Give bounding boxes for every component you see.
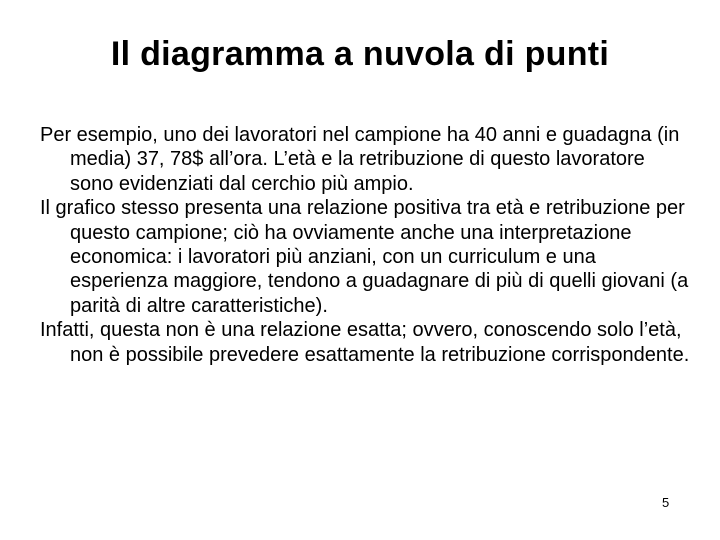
slide-title: Il diagramma a nuvola di punti [110,35,610,73]
page-number: 5 [662,495,670,510]
slide-body [40,123,690,367]
paragraph-not-exact: Infatti, questa non è una relazione esatta; ovvero, conoscendo solo l’età, non è possibile prevedere esattamente la retribuzione corrispondente. [40,319,690,366]
paragraph-example: Per esempio, uno dei lavoratori nel campione ha 40 anni e guadagna (in media) 37, 78$ all’ora. L’età e la retribuzione di questo lavoratore sono evidenziati dal cerchio più ampio. [40,124,680,195]
paragraph-positive-relation: Il grafico stesso presenta una relazione positiva tra età e retribuzione per questo campione; ciò ha ovviamente anche una interpretazione economica: i lavoratori più anziani, con un curriculum e una esperienza maggiore, tendono a guadagnare di più di quelli giovani (a parità di altre caratteristiche). [40,197,689,317]
